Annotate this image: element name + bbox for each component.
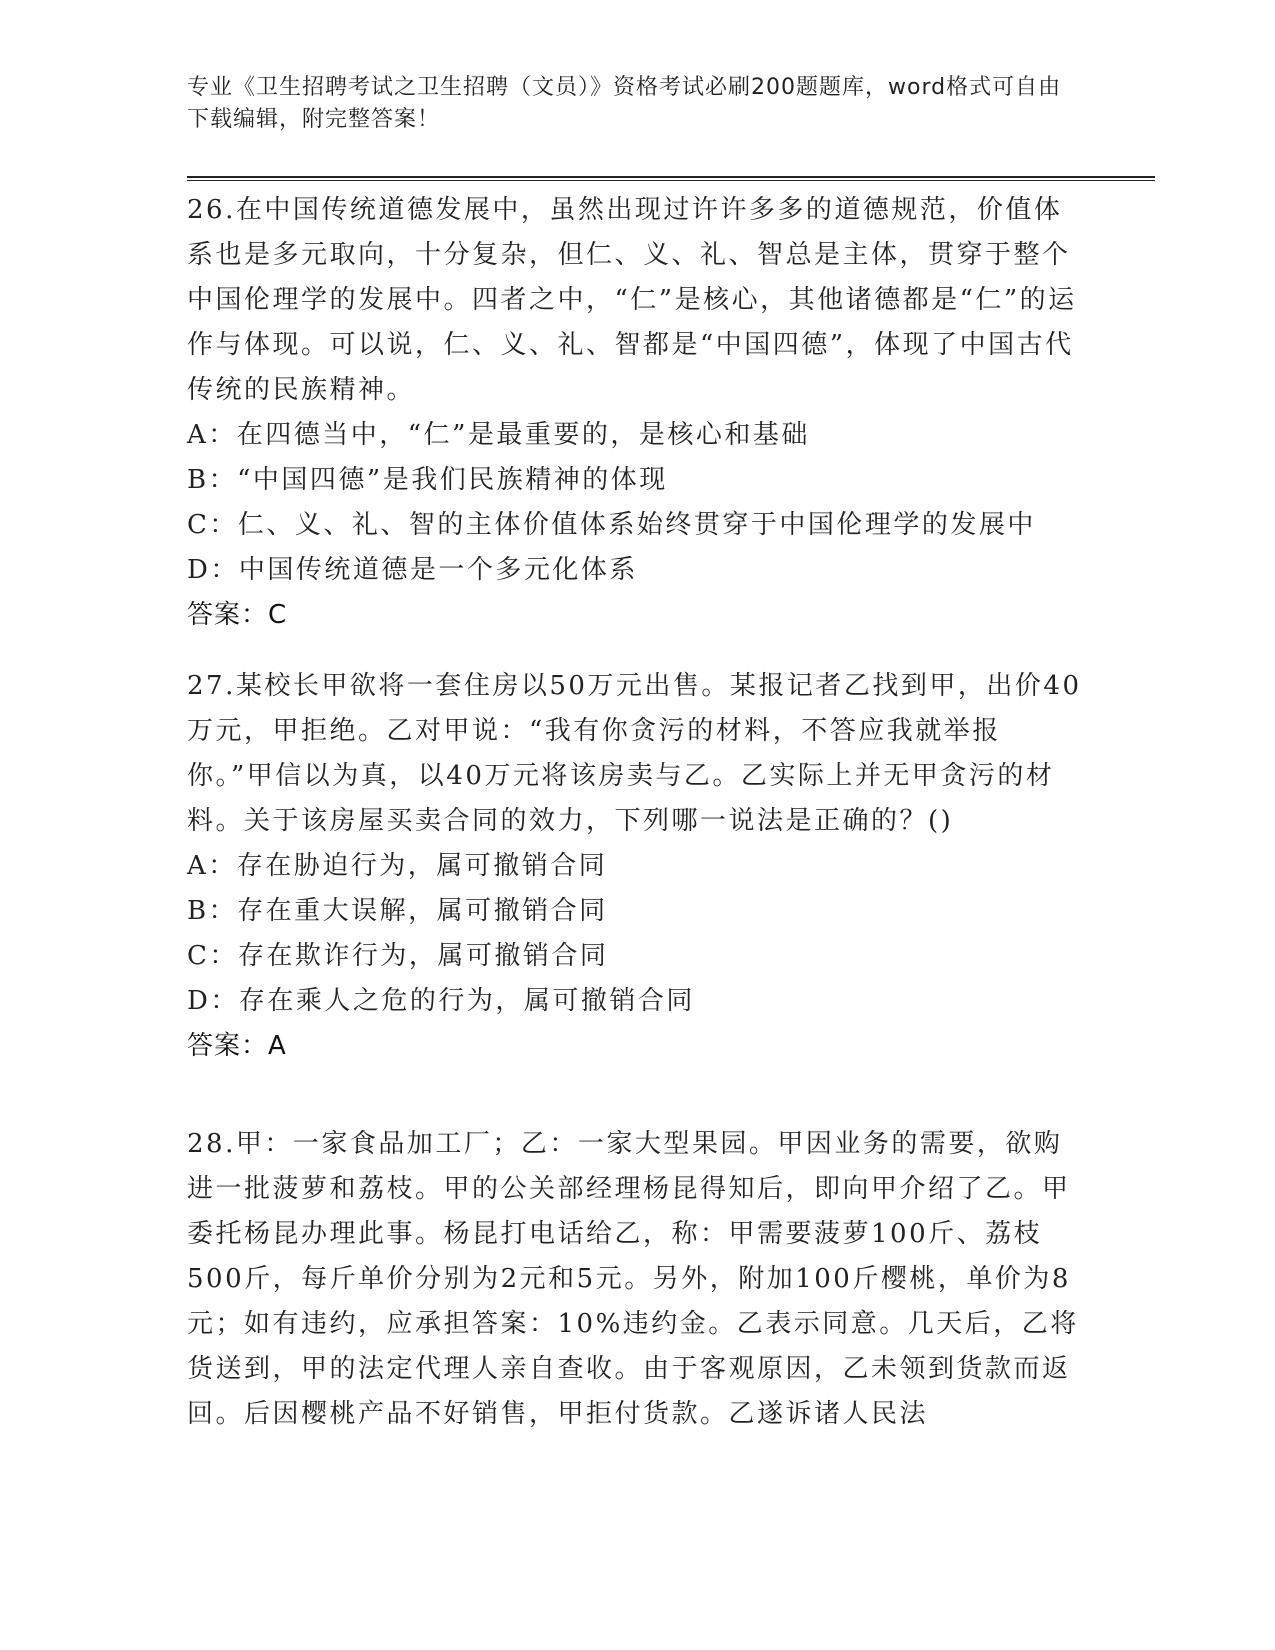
option-d: D：中国传统道德是一个多元化体系	[187, 555, 638, 585]
question-27	[187, 664, 1087, 1069]
header-divider	[187, 176, 1155, 181]
option-a: A：在四德当中，“仁”是最重要的，是核心和基础	[187, 420, 810, 450]
answer-line: 答案：A	[187, 1031, 287, 1061]
question-stem: 26.在中国传统道德发展中，虽然出现过许许多多的道德规范，价值体系也是多元取向，十分复杂，但仁、义、礼、智总是主体，贯穿于整个中国伦理学的发展中。四者之中，“仁”是核心，其他诸德都是“仁”的运作与体现。可以说，仁、义、礼、智都是“中国四德”，体现了中国古代传统的民族精神。	[187, 195, 1077, 405]
question-stem: 28.甲：一家食品加工厂；乙：一家大型果园。甲因业务的需要，欲购进一批菠萝和荔枝。甲的公关部经理杨昆得知后，即向甲介绍了乙。甲委托杨昆办理此事。杨昆打电话给乙，称：甲需要菠萝100斤、荔枝500斤，每斤单价分别为2元和5元。另外，附加100斤樱桃，单价为8元；如有违约，应承担答案：10%违约金。乙表示同意。几天后，乙将货送到，甲的法定代理人亲自查收。由于客观原因，乙未领到货款而返回。后因樱桃产品不好销售，甲拒付货款。乙遂诉诸人民法	[187, 1129, 1079, 1429]
option-d: D：存在乘人之危的行为，属可撤销合同	[187, 986, 695, 1016]
question-stem: 27.某校长甲欲将一套住房以50万元出售。某报记者乙找到甲，出价40万元，甲拒绝。乙对甲说：“我有你贪污的材料，不答应我就举报你。”甲信以为真，以40万元将该房卖与乙。乙实际上并无甲贪污的材料。关于该房屋买卖合同的效力，下列哪一说法是正确的？()	[187, 671, 1082, 836]
answer-line: 答案：C	[187, 600, 288, 630]
option-c: C：仁、义、礼、智的主体价值体系始终贯穿于中国伦理学的发展中	[187, 510, 1036, 540]
option-c: C：存在欺诈行为，属可撤销合同	[187, 941, 609, 971]
option-b: B：存在重大误解，属可撤销合同	[187, 896, 608, 926]
option-list	[187, 413, 1087, 593]
question-28	[187, 1122, 1087, 1437]
document-header: 专业《卫生招聘考试之卫生招聘（文员）》资格考试必刷200题题库，word格式可自由下载编辑，附完整答案！	[187, 75, 1062, 132]
question-26	[187, 188, 1087, 638]
option-list	[187, 844, 1087, 1024]
option-a: A：存在胁迫行为，属可撤销合同	[187, 851, 608, 881]
option-b: B：“中国四德”是我们民族精神的体现	[187, 465, 668, 495]
